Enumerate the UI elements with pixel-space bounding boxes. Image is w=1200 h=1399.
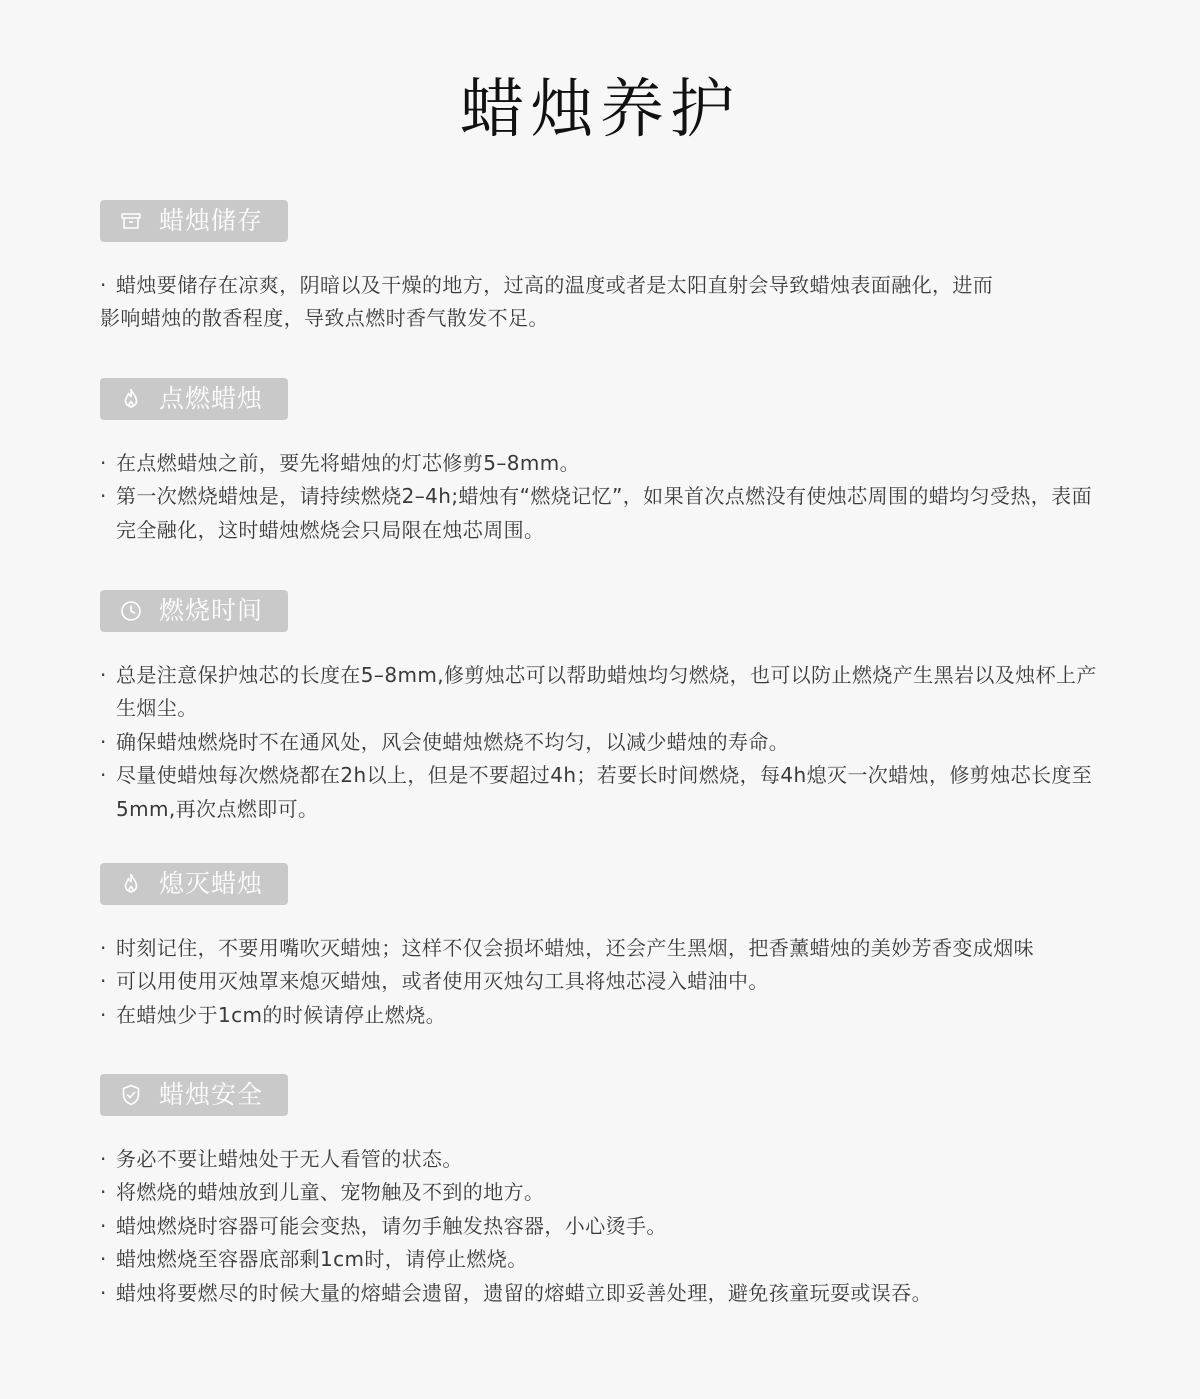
section-list-storage (100, 269, 1112, 336)
shield-check-icon (118, 1082, 144, 1108)
list-item (100, 999, 1112, 1032)
list-item-text: 在蜡烛少于1cm的时候请停止燃烧。 (116, 1002, 447, 1027)
section-heading: 熄灭蜡烛 (159, 869, 264, 898)
list-item (100, 1277, 1112, 1310)
list-item (100, 447, 1112, 480)
section-header-burn-time (100, 590, 288, 632)
section-header-lighting (100, 378, 288, 420)
clock-icon (118, 598, 144, 624)
list-item-text: 在点燃蜡烛之前，要先将蜡烛的灯芯修剪5–8mm。 (116, 451, 581, 475)
list-item-text: 蜡烛燃烧时容器可能会变热，请勿手触发热容器，小心烫手。 (116, 1213, 667, 1238)
list-item-text: 影响蜡烛的散香程度，导致点燃时香气散发不足。 (100, 306, 549, 331)
section-heading: 蜡烛储存 (159, 206, 264, 235)
section-list-burn-time (100, 659, 1112, 826)
list-item-text: 务必不要让蜡烛处于无人看管的状态。 (116, 1147, 463, 1171)
bullet-marker: · (100, 729, 107, 754)
bullet-marker: · (100, 969, 107, 994)
list-item (100, 480, 1112, 547)
bullet-marker: · (100, 763, 107, 788)
list-item (100, 932, 1112, 965)
list-item (100, 659, 1112, 726)
section-heading: 蜡烛安全 (159, 1080, 264, 1109)
section-header-safety (100, 1074, 288, 1116)
flame-icon (118, 386, 144, 412)
section-header-storage (100, 200, 288, 242)
list-item-text: 蜡烛燃烧至容器底部剩1cm时，请停止燃烧。 (116, 1247, 528, 1272)
bullet-marker: · (100, 1280, 107, 1305)
list-item (100, 726, 1112, 759)
list-item-text: 可以用使用灭烛罩来熄灭蜡烛，或者使用灭烛勾工具将烛芯浸入蜡油中。 (116, 969, 769, 994)
bullet-marker: · (100, 1147, 107, 1171)
list-item-text: 总是注意保护烛芯的长度在5–8mm,修剪烛芯可以帮助蜡烛均匀燃烧，也可以防止燃烧产生黑岩以及烛杯上产生烟尘。 (116, 663, 1097, 721)
section-list-safety (100, 1143, 1112, 1310)
list-item (100, 759, 1112, 826)
list-item-text: 尽量使蜡烛每次燃烧都在2h以上，但是不要超过4h；若要长时间燃烧，每4h熄灭一次蜡烛，修剪烛芯长度至5mm,再次点燃即可。 (116, 763, 1093, 821)
section-header-extinguish (100, 863, 288, 905)
list-item-text: 将燃烧的蜡烛放到儿童、宠物触及不到的地方。 (116, 1180, 545, 1205)
bullet-marker: · (100, 1002, 107, 1027)
bullet-marker: · (100, 484, 107, 509)
list-item (100, 1143, 1112, 1176)
flame-icon (118, 871, 144, 897)
bullet-marker: · (100, 1247, 107, 1272)
bullet-marker: · (100, 273, 107, 297)
bullet-marker: · (100, 1213, 107, 1238)
bullet-marker: · (100, 663, 107, 687)
bullet-marker: · (100, 1180, 107, 1205)
section-heading: 燃烧时间 (159, 596, 264, 625)
bullet-marker: · (100, 936, 107, 960)
section-heading: 点燃蜡烛 (159, 384, 264, 413)
box-icon (118, 208, 144, 234)
list-item-text: 蜡烛将要燃尽的时候大量的熔蜡会遗留，遗留的熔蜡立即妥善处理，避免孩童玩耍或误吞。 (116, 1280, 932, 1305)
list-item-text: 蜡烛要储存在凉爽，阴暗以及干燥的地方，过高的温度或者是太阳直射会导致蜡烛表面融化，进而 (116, 273, 994, 297)
list-item (100, 965, 1112, 998)
list-item (100, 269, 1112, 336)
section-list-extinguish (100, 932, 1112, 1032)
list-item-text: 第一次燃烧蜡烛是，请持续燃烧2–4h;蜡烛有“燃烧记忆”，如果首次点燃没有使烛芯周围的蜡均匀受热，表面完全融化，这时蜡烛燃烧会只局限在烛芯周围。 (116, 484, 1092, 542)
bullet-marker: · (100, 451, 107, 475)
list-item (100, 1210, 1112, 1243)
section-list-lighting (100, 447, 1112, 547)
list-item-text: 确保蜡烛燃烧时不在通风处，风会使蜡烛燃烧不均匀，以减少蜡烛的寿命。 (116, 729, 790, 754)
list-item (100, 1243, 1112, 1276)
page-title: 蜡烛养护 (460, 73, 740, 147)
list-item-text: 时刻记住，不要用嘴吹灭蜡烛；这样不仅会损坏蜡烛，还会产生黑烟，把香薰蜡烛的美妙芳香变成烟味 (116, 936, 1034, 960)
list-item (100, 1176, 1112, 1209)
